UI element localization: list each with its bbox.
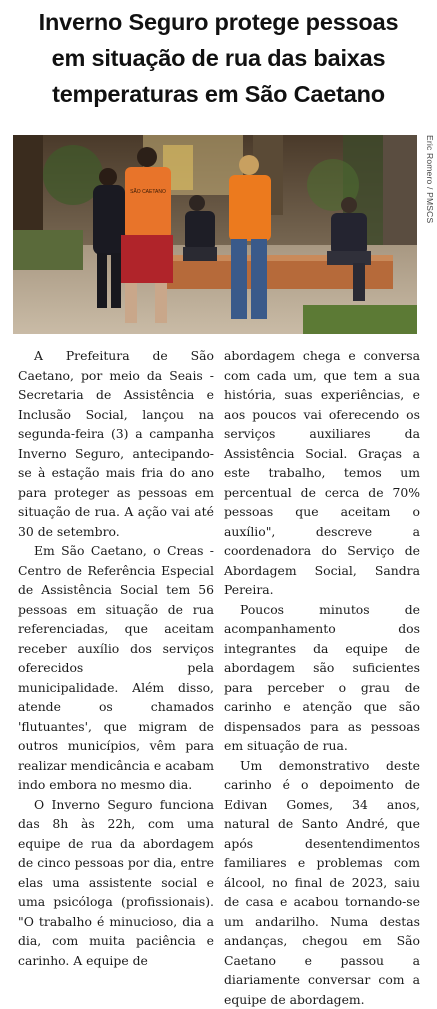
photo-credit: Eric Romero / PMSCS xyxy=(421,135,435,334)
headline-line-1: Inverno Seguro protege pessoas xyxy=(8,4,429,40)
headline xyxy=(8,4,429,112)
vest-text: SÃO CAETANO xyxy=(130,188,166,195)
paragraph: abordagem chega e conversa com cada um, que tem a sua história, suas experiências, e aos poucos vai oferecendo os serviços auxiliares da Assistência Social. Graças a este trabalho, temos um percentual de cerca de 70% pessoas que aceitam o auxílio", descreve a coordenadora do Serviço de Abordagem Social, Sandra Pereira. xyxy=(224,346,420,600)
headline-line-2: em situação de rua das baixas xyxy=(8,40,429,76)
paragraph: Um demonstrativo deste carinho é o depoimento de Edivan Gomes, 34 anos, natural de Santo André, que após desentendimentos familiares e problemas com álcool, no final de 2023, saiu de casa e acabou tornando-se um andarilho. Numa destas andanças, chegou em São Caetano e passou a diariamente conversar com a equipe de abordagem. xyxy=(224,756,420,1009)
article-column-left xyxy=(18,346,214,970)
paragraph: Em São Caetano, o Creas - Centro de Referência Especial de Assistência Social tem 56 pessoas em situação de rua referenciadas, que aceitam receber auxílio dos serviços oferecidos pela municipalidade. Além disso, atende os chamados 'flutuantes', que migram de outros municípios, vêm para realizar mendicância e acabam indo embora no mesmo dia. xyxy=(18,541,214,795)
photo-illustration xyxy=(13,135,417,334)
paragraph: O Inverno Seguro funciona das 8h às 22h, com uma equipe de rua da abordagem de cinco pessoas por dia, entre elas uma assistente social e uma psicóloga (profissionais). "O trabalho é minucioso, dia a dia, com muita paciência e carinho. A equipe de xyxy=(18,795,214,971)
paragraph: Poucos minutos de acompanhamento dos integrantes da equipe de abordagem são suficientes para perceber o grau de carinho e atenção que são dispensados para as pessoas em situação de rua. xyxy=(224,600,420,756)
paragraph: A Prefeitura de São Caetano, por meio da Seais - Secretaria de Assistência e Inclusão Social, lançou na segunda-feira (3) a campanha Inverno Seguro, antecipando-se à estação mais fria do ano para proteger as pessoas em situação de rua. A ação vai até 30 de setembro. xyxy=(18,346,214,541)
news-photo xyxy=(13,135,417,334)
headline-line-3: temperaturas em São Caetano xyxy=(8,76,429,112)
article-column-right xyxy=(224,346,420,1009)
